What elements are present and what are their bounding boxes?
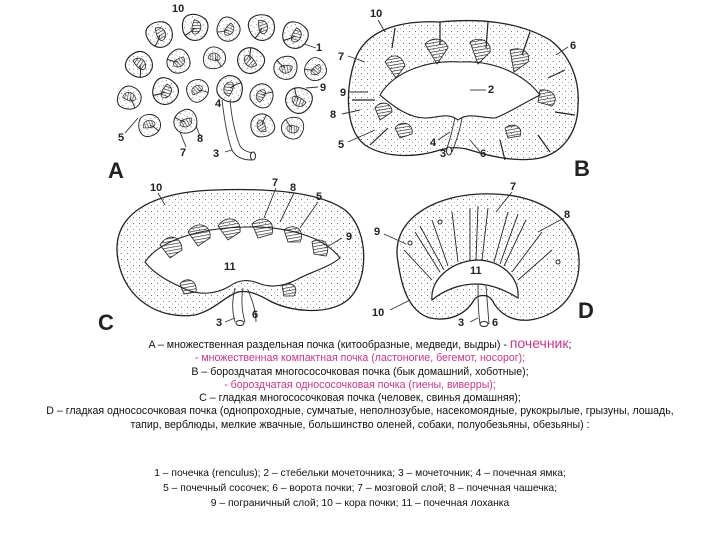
legend-line-3: 9 – пограничный слой; 10 – кора почки; 11 – почечная лоханка (210, 498, 510, 509)
label-b-9: 9 (340, 87, 347, 99)
kidney-c-diagram (98, 177, 364, 335)
caption-line-a2: - множественная компактная почка (ластоногие, бегемот, носорог); (194, 352, 526, 365)
label-a-1: 1 (316, 42, 323, 54)
label-c-7: 7 (272, 177, 279, 189)
label-d-3: 3 (458, 317, 465, 329)
label-c-8: 8 (290, 182, 297, 194)
panel-letter-b: B (574, 156, 590, 181)
caption-line-b: B – бороздчатая многососочковая почка (бык домашний, хоботные); (191, 365, 529, 378)
label-b-6: 6 (570, 40, 577, 52)
caption-line-a (0, 337, 720, 352)
caption-accent-term: почечник (509, 335, 569, 351)
label-d-6: 6 (492, 317, 499, 329)
label-b-2: 2 (488, 84, 495, 96)
kidney-a-diagram (108, 3, 331, 183)
label-c-11: 11 (224, 261, 236, 273)
panel-letter-c: C (98, 310, 114, 335)
label-b-7: 7 (338, 51, 345, 63)
label-c-9: 9 (346, 231, 353, 243)
label-a-10: 10 (172, 3, 185, 15)
label-a-3: 3 (213, 148, 220, 160)
figure-caption (0, 337, 720, 432)
label-a-7: 7 (180, 147, 187, 159)
caption-line-a-end: ; (568, 339, 572, 351)
label-c-5: 5 (316, 191, 323, 203)
label-b-10: 10 (370, 8, 383, 20)
caption-line-c: С – гладкая многососочковая почка (человек, свинья домашняя); (199, 392, 521, 405)
label-a-4: 4 (215, 98, 222, 110)
label-b-3: 3 (440, 148, 447, 160)
kidney-d-diagram (372, 181, 594, 329)
label-b-5: 5 (338, 139, 345, 151)
caption-line-a-text: A – множественная раздельная почка (китообразные, медведи, выдры) - (148, 339, 507, 351)
label-b-4: 4 (430, 137, 437, 149)
caption-line-b2: - бороздчатая однососочковая почка (гиены, виверры); (224, 378, 496, 391)
legend-line-1: 1 – почечка (renculus); 2 – стебельки мочеточника; 3 – мочеточник; 4 – почечная ямка; (154, 468, 566, 479)
legend-line-2: 5 – почечный сосочек; 6 – ворота почки; 7 – мозговой слой; 8 – почечная чашечка; (163, 483, 557, 494)
label-d-8: 8 (564, 209, 571, 221)
label-b-6b: 6 (480, 148, 487, 160)
panel-letter-d: D (578, 298, 594, 323)
label-a-9: 9 (320, 82, 327, 94)
label-d-9: 9 (374, 226, 381, 238)
panel-letter-a: A (108, 158, 124, 183)
label-d-11: 11 (470, 265, 482, 277)
label-a-8: 8 (197, 133, 204, 145)
kidney-b-diagram (330, 8, 590, 181)
label-c-3: 3 (216, 317, 223, 329)
label-c-6: 6 (252, 309, 259, 321)
label-d-10: 10 (372, 307, 385, 319)
label-c-10: 10 (150, 182, 163, 194)
caption-line-d: D – гладкая однососочковая почка (однопроходные, сумчатые, неполнозубые, насекомоядные, рукокрылые, грызуны, лошадь, тапир, верблюды, мелкие жвачные, большинство оленей, собаки, полуобезьяны, обезьяны) : (46, 405, 674, 431)
label-a-5: 5 (118, 132, 125, 144)
figure-legend (0, 466, 720, 511)
label-d-7: 7 (510, 181, 517, 193)
label-b-8: 8 (330, 109, 337, 121)
